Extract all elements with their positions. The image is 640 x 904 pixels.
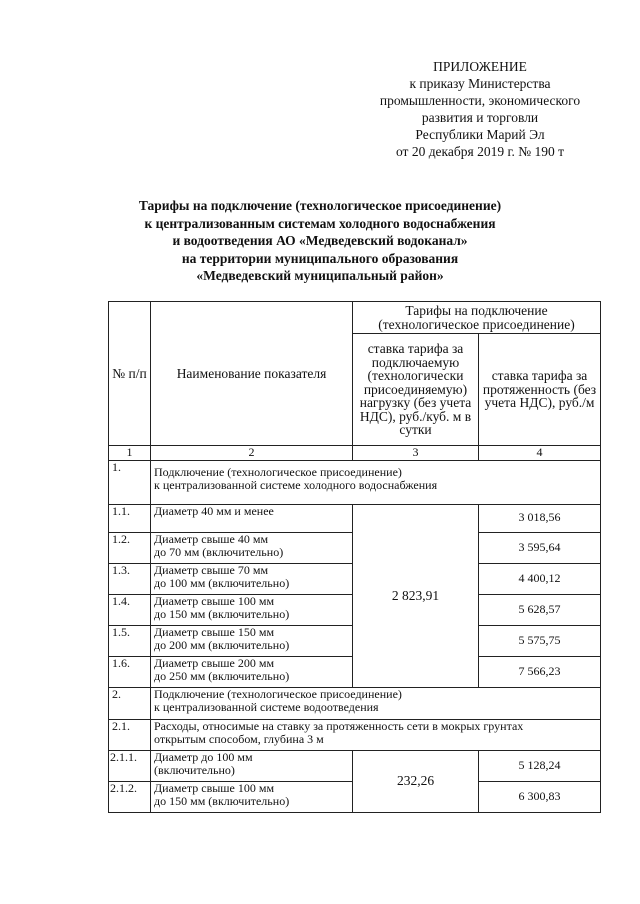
row-name: Диаметр свыше 40 мм до 70 мм (включительно) — [151, 532, 353, 563]
length-rate-value: 5 128,24 — [479, 750, 601, 781]
row-number: 1.4. — [109, 594, 151, 625]
title-line: «Медведевский муниципальный район» — [196, 268, 444, 283]
row-name: Диаметр свыше 100 мм до 150 мм (включительно) — [151, 594, 353, 625]
load-rate-value: 232,26 — [353, 750, 479, 812]
header-tariffs-group: Тарифы на подключение (технологическое присоединение) — [353, 302, 601, 334]
row-number: 2.1.2. — [109, 781, 151, 812]
row-name: Диаметр 40 мм и менее — [151, 504, 353, 532]
row-name: Диаметр свыше 150 мм до 200 мм (включительно) — [151, 625, 353, 656]
length-rate-value: 5 575,75 — [479, 625, 601, 656]
appendix-line: Республики Марий Эл — [415, 127, 545, 142]
appendix-line: развития и торговли — [421, 110, 539, 125]
column-number: 4 — [479, 446, 601, 461]
title-line: Тарифы на подключение (технологическое присоединение) — [138, 198, 502, 213]
row-number: 2. — [109, 687, 151, 719]
table-row — [109, 504, 601, 532]
appendix-line: к приказу Министерства — [409, 76, 551, 91]
length-rate-value: 5 628,57 — [479, 594, 601, 625]
appendix-block — [330, 58, 630, 160]
row-number: 2.1.1. — [109, 750, 151, 781]
length-rate-value: 3 018,56 — [479, 504, 601, 532]
length-rate-value: 7 566,23 — [479, 656, 601, 687]
length-rate-value: 6 300,83 — [479, 781, 601, 812]
header-num: № п/п — [109, 302, 151, 446]
section-row — [109, 687, 601, 719]
row-number: 2.1. — [109, 719, 151, 750]
header-length-rate: ставка тарифа за протяженность (без учета НДС), руб./м — [479, 334, 601, 446]
length-rate-value: 4 400,12 — [479, 563, 601, 594]
row-number: 1. — [109, 460, 151, 504]
row-name: Диаметр свыше 100 мм до 150 мм (включительно) — [151, 781, 353, 812]
column-number: 1 — [109, 446, 151, 461]
row-name: Диаметр свыше 200 мм до 250 мм (включительно) — [151, 656, 353, 687]
appendix-heading: ПРИЛОЖЕНИЕ — [433, 59, 527, 74]
row-number: 1.3. — [109, 563, 151, 594]
appendix-line: промышленности, экономического — [379, 93, 581, 108]
header-name: Наименование показателя — [151, 302, 353, 446]
section-title: Подключение (технологическое присоединение) к централизованной системе холодного водоснабжения — [151, 460, 601, 504]
tariffs-table — [108, 301, 601, 813]
row-name: Диаметр свыше 70 мм до 100 мм (включительно) — [151, 563, 353, 594]
row-number: 1.5. — [109, 625, 151, 656]
title-line: к централизованным системам холодного водоснабжения — [144, 215, 496, 231]
row-number: 1.6. — [109, 656, 151, 687]
column-number: 3 — [353, 446, 479, 461]
column-numbers-row — [109, 446, 601, 461]
subsection-row — [109, 719, 601, 750]
header-load-rate: ставка тарифа за подключаемую (технологически присоединяемую) нагрузку (без учета НДС), руб./куб. м в сутки — [353, 334, 479, 446]
title-line: на территории муниципального образования — [181, 250, 459, 266]
row-name: Диаметр до 100 мм (включительно) — [151, 750, 353, 781]
subsection-title: Расходы, относимые на ставку за протяженность сети в мокрых грунтах открытым способом, глубина 3 м — [151, 719, 601, 750]
row-number: 1.1. — [109, 504, 151, 532]
table-row — [109, 750, 601, 781]
table-header-row — [109, 302, 601, 334]
length-rate-value: 3 595,64 — [479, 532, 601, 563]
load-rate-value: 2 823,91 — [353, 504, 479, 687]
column-number: 2 — [151, 446, 353, 461]
document-title — [60, 197, 580, 285]
section-title: Подключение (технологическое присоединение) к централизованной системе водоотведения — [151, 687, 601, 719]
row-number: 1.2. — [109, 532, 151, 563]
appendix-date: от 20 декабря 2019 г. № 190 т — [395, 144, 565, 159]
title-line: и водоотведения АО «Медведевский водоканал» — [172, 233, 468, 248]
section-row — [109, 460, 601, 504]
